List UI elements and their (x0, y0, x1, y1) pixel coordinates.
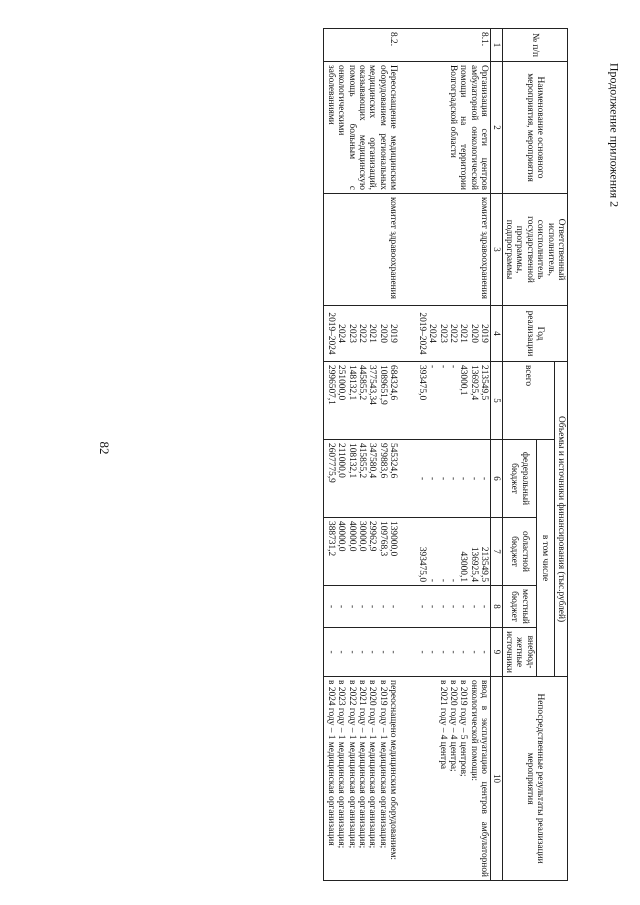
row-number: 8.2. (324, 29, 399, 62)
rotated-table-container (148, 28, 568, 880)
extrabudget-cell: - - - - - - - (324, 628, 399, 677)
column-number: 2 (491, 62, 502, 194)
column-number: 7 (491, 518, 502, 586)
header-results: Непосредственные результаты реализации мероприятия (502, 677, 567, 881)
measure-name: Организация сети центров амбулаторной онкологической помощи на территории Волгоградской области (415, 62, 490, 194)
column-number: 6 (491, 440, 502, 518)
years-cell: 2019 2020 2021 2022 2023 2024 2019–2024 (415, 306, 490, 362)
years-cell: 2019 2020 2021 2022 2023 2024 2019–2024 (324, 306, 399, 362)
total-cell: 684324,6 1089651,9 377543,34 445855,2 148132,1 251000,0 2996507,1 (324, 362, 399, 440)
regional-cell: 213549,5 136925,4 43000,1 - - - 393475,0 (415, 518, 490, 586)
row-number: 8.1. (415, 29, 490, 62)
federal-cell: 545324,6 979883,6 347580,4 415855,2 108132,1 211000,0 2607775,9 (324, 440, 399, 518)
column-number: 4 (491, 306, 502, 362)
column-number: 3 (491, 194, 502, 306)
local-cell: - - - - - - - (324, 586, 399, 628)
header-regional: областной бюджет (502, 518, 536, 586)
measure-name: Переоснащение медицинским оборудованием региональных медицинских организаций, оказывающих медицинскую помощь больным с онкологическими заболеваниями (324, 62, 399, 194)
column-number: 5 (491, 362, 502, 440)
financing-table (323, 28, 568, 881)
header-executor: Ответственный исполнитель, соисполнитель государственной программы, подпрограммы (502, 194, 567, 306)
column-number: 1 (491, 29, 502, 62)
extrabudget-cell: - - - - - - - (415, 628, 490, 677)
spacer-row (399, 29, 415, 881)
header-local: местный бюджет (502, 586, 536, 628)
federal-cell: - - - - - - - (415, 440, 490, 518)
appendix-continuation-note: Продолжение приложения 2 (607, 62, 622, 208)
result-cell: переоснащено медицинским оборудованием: в 2019 году – 1 медицинская организация; в 2020 году – 1 медицинская организация; в 2021 году – 1 медицинская организация; в 2022 году – 1 медицинская организация; в 2023 году – 1 медицинская организация; в 2024 году – 1 медицинская организация (324, 677, 399, 881)
regional-cell: 139000,0 109768,3 29962,9 30000,0 40000,0 40000,0 388731,2 (324, 518, 399, 586)
header-including: в том числе (536, 440, 554, 677)
column-number: 10 (491, 677, 502, 881)
table-row (324, 29, 399, 881)
column-number: 8 (491, 586, 502, 628)
local-cell: - - - - - - - (415, 586, 490, 628)
header-year: Год реализации (502, 306, 567, 362)
column-number-row (491, 29, 502, 881)
header-num: № п/п (502, 29, 567, 62)
column-number: 9 (491, 628, 502, 677)
responsible-executor: комитет здравоохранения (415, 194, 490, 306)
header-name: Наименование основного мероприятия, мероприятия (502, 62, 567, 194)
total-cell: 213549,5 136925,4 43000,1 - - - 393475,0 (415, 362, 490, 440)
header-extrabudget: внебюд-жетные источники (502, 628, 536, 677)
page-number: 82 (97, 441, 112, 455)
header-financing: Объемы и источники финансирования (тыс.рублей) (554, 362, 567, 677)
result-cell: ввод в эксплуатацию центров амбулаторной онкологической помощи: в 2019 году – 5 центров; в 2020 году – 4 центра; в 2021 году – 4 центра (415, 677, 490, 881)
table-row (415, 29, 490, 881)
responsible-executor: комитет здравоохранения (324, 194, 399, 306)
header-total: всего (502, 362, 554, 440)
header-federal: федеральный бюджет (502, 440, 536, 518)
